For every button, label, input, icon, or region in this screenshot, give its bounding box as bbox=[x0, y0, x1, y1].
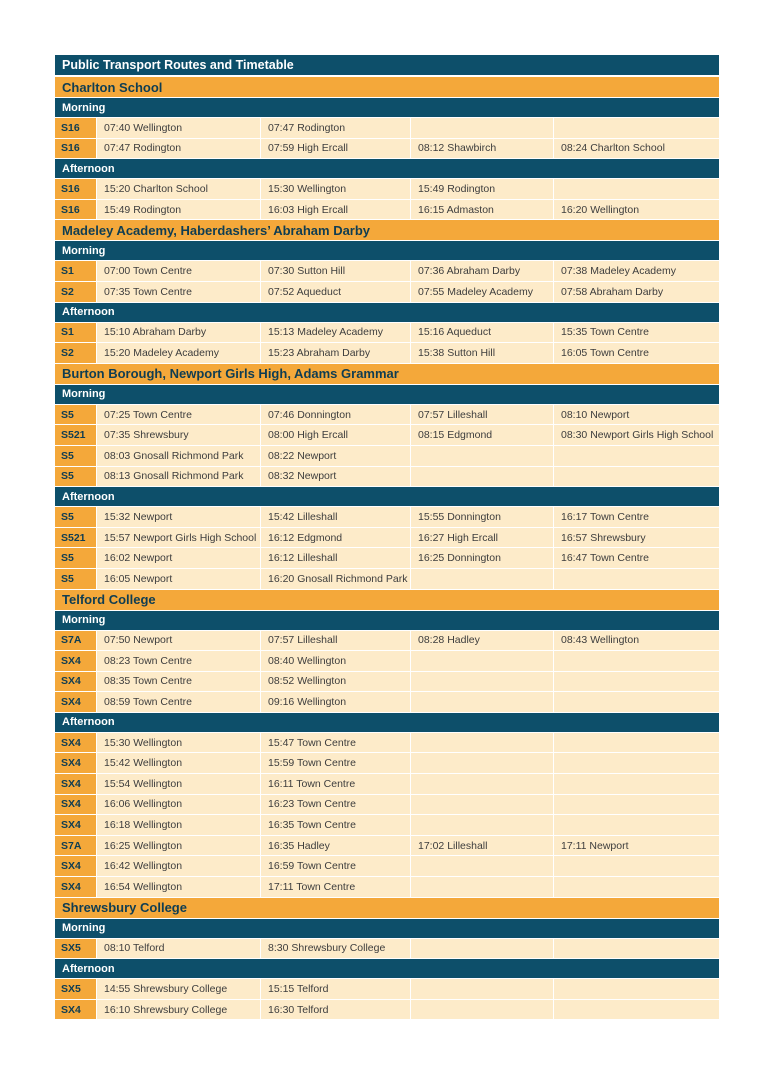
table-row bbox=[55, 118, 719, 139]
stop-time-cell: 15:30 Wellington bbox=[261, 179, 411, 199]
stop-time-cell: 15:20 Madeley Academy bbox=[97, 343, 261, 363]
stop-time-cell bbox=[554, 795, 719, 815]
stop-time-cell: 08:10 Newport bbox=[554, 405, 719, 425]
route-number: SX4 bbox=[55, 1000, 97, 1020]
table-row bbox=[55, 836, 719, 857]
period-header: Afternoon bbox=[55, 959, 719, 979]
table-row bbox=[55, 856, 719, 877]
table-row bbox=[55, 261, 719, 282]
stop-time-cell: 09:16 Wellington bbox=[261, 692, 411, 712]
stop-time-cell: 16:06 Wellington bbox=[97, 795, 261, 815]
table-row bbox=[55, 774, 719, 795]
table-row bbox=[55, 692, 719, 713]
stop-time-cell: 07:47 Rodington bbox=[97, 139, 261, 159]
stop-time-cell: 16:54 Wellington bbox=[97, 877, 261, 897]
table-row bbox=[55, 528, 719, 549]
stop-time-cell bbox=[411, 692, 554, 712]
stop-time-cell: 07:36 Abraham Darby bbox=[411, 261, 554, 281]
stop-time-cell: 15:32 Newport bbox=[97, 507, 261, 527]
stop-time-cell: 07:38 Madeley Academy bbox=[554, 261, 719, 281]
stop-time-cell: 15:55 Donnington bbox=[411, 507, 554, 527]
stop-time-cell bbox=[554, 692, 719, 712]
stop-time-cell: 14:55 Shrewsbury College bbox=[97, 979, 261, 999]
stop-time-cell: 08:10 Telford bbox=[97, 939, 261, 959]
stop-time-cell bbox=[411, 118, 554, 138]
route-number: S5 bbox=[55, 507, 97, 527]
route-number: S1 bbox=[55, 261, 97, 281]
stop-time-cell bbox=[554, 753, 719, 773]
stop-time-cell: 08:03 Gnosall Richmond Park bbox=[97, 446, 261, 466]
stop-time-cell: 08:12 Shawbirch bbox=[411, 139, 554, 159]
table-row bbox=[55, 200, 719, 221]
table-row bbox=[55, 139, 719, 160]
route-number: SX4 bbox=[55, 672, 97, 692]
period-header: Afternoon bbox=[55, 713, 719, 733]
table-row bbox=[55, 651, 719, 672]
stop-time-cell bbox=[411, 979, 554, 999]
stop-time-cell: 17:11 Newport bbox=[554, 836, 719, 856]
route-number: S1 bbox=[55, 323, 97, 343]
period-header: Morning bbox=[55, 611, 719, 631]
stop-time-cell: 16:35 Town Centre bbox=[261, 815, 411, 835]
school-header: Burton Borough, Newport Girls High, Adams Grammar bbox=[55, 364, 719, 385]
stop-time-cell bbox=[411, 795, 554, 815]
stop-time-cell: 07:57 Lilleshall bbox=[261, 631, 411, 651]
table-row bbox=[55, 877, 719, 898]
table-row bbox=[55, 815, 719, 836]
route-number: S521 bbox=[55, 425, 97, 445]
stop-time-cell: 16:20 Wellington bbox=[554, 200, 719, 220]
route-number: SX5 bbox=[55, 939, 97, 959]
table-row bbox=[55, 1000, 719, 1021]
stop-time-cell: 07:25 Town Centre bbox=[97, 405, 261, 425]
route-number: S5 bbox=[55, 467, 97, 487]
stop-time-cell bbox=[554, 569, 719, 589]
table-row bbox=[55, 939, 719, 960]
route-number: S16 bbox=[55, 179, 97, 199]
stop-time-cell: 15:13 Madeley Academy bbox=[261, 323, 411, 343]
stop-time-cell: 07:35 Town Centre bbox=[97, 282, 261, 302]
table-row bbox=[55, 672, 719, 693]
stop-time-cell: 15:42 Lilleshall bbox=[261, 507, 411, 527]
stop-time-cell bbox=[554, 179, 719, 199]
stop-time-cell: 07:57 Lilleshall bbox=[411, 405, 554, 425]
period-header: Afternoon bbox=[55, 487, 719, 507]
stop-time-cell: 15:30 Wellington bbox=[97, 733, 261, 753]
table-row bbox=[55, 343, 719, 364]
stop-time-cell: 07:50 Newport bbox=[97, 631, 261, 651]
stop-time-cell: 07:47 Rodington bbox=[261, 118, 411, 138]
stop-time-cell: 07:46 Donnington bbox=[261, 405, 411, 425]
stop-time-cell: 08:23 Town Centre bbox=[97, 651, 261, 671]
stop-time-cell: 08:22 Newport bbox=[261, 446, 411, 466]
route-number: SX4 bbox=[55, 753, 97, 773]
stop-time-cell bbox=[411, 856, 554, 876]
stop-time-cell bbox=[411, 446, 554, 466]
route-number: S16 bbox=[55, 118, 97, 138]
stop-time-cell: 15:54 Wellington bbox=[97, 774, 261, 794]
table-row bbox=[55, 753, 719, 774]
stop-time-cell bbox=[554, 856, 719, 876]
stop-time-cell bbox=[411, 1000, 554, 1020]
table-row bbox=[55, 979, 719, 1000]
stop-time-cell: 16:12 Lilleshall bbox=[261, 548, 411, 568]
stop-time-cell bbox=[554, 1000, 719, 1020]
route-number: S2 bbox=[55, 282, 97, 302]
stop-time-cell: 08:35 Town Centre bbox=[97, 672, 261, 692]
stop-time-cell bbox=[554, 939, 719, 959]
stop-time-cell bbox=[554, 733, 719, 753]
stop-time-cell: 16:30 Telford bbox=[261, 1000, 411, 1020]
stop-time-cell: 07:52 Aqueduct bbox=[261, 282, 411, 302]
stop-time-cell: 16:11 Town Centre bbox=[261, 774, 411, 794]
table-row bbox=[55, 569, 719, 590]
stop-time-cell: 15:49 Rodington bbox=[411, 179, 554, 199]
table-row bbox=[55, 425, 719, 446]
stop-time-cell bbox=[411, 939, 554, 959]
stop-time-cell: 07:40 Wellington bbox=[97, 118, 261, 138]
route-number: SX4 bbox=[55, 774, 97, 794]
stop-time-cell: 16:20 Gnosall Richmond Park bbox=[261, 569, 411, 589]
school-header: Madeley Academy, Haberdashers’ Abraham Darby bbox=[55, 220, 719, 241]
stop-time-cell: 17:11 Town Centre bbox=[261, 877, 411, 897]
stop-time-cell: 08:52 Wellington bbox=[261, 672, 411, 692]
stop-time-cell: 07:58 Abraham Darby bbox=[554, 282, 719, 302]
stop-time-cell bbox=[554, 979, 719, 999]
stop-time-cell: 08:24 Charlton School bbox=[554, 139, 719, 159]
stop-time-cell: 16:42 Wellington bbox=[97, 856, 261, 876]
route-number: S5 bbox=[55, 405, 97, 425]
stop-time-cell: 08:13 Gnosall Richmond Park bbox=[97, 467, 261, 487]
route-number: SX4 bbox=[55, 856, 97, 876]
period-header: Morning bbox=[55, 98, 719, 118]
route-number: S16 bbox=[55, 200, 97, 220]
table-row bbox=[55, 405, 719, 426]
table-row bbox=[55, 733, 719, 754]
stop-time-cell: 15:15 Telford bbox=[261, 979, 411, 999]
stop-time-cell: 16:17 Town Centre bbox=[554, 507, 719, 527]
stop-time-cell: 08:59 Town Centre bbox=[97, 692, 261, 712]
route-number: SX4 bbox=[55, 795, 97, 815]
stop-time-cell bbox=[554, 815, 719, 835]
route-number: S7A bbox=[55, 631, 97, 651]
stop-time-cell: 16:23 Town Centre bbox=[261, 795, 411, 815]
table-row bbox=[55, 795, 719, 816]
stop-time-cell bbox=[411, 733, 554, 753]
stop-time-cell: 08:43 Wellington bbox=[554, 631, 719, 651]
stop-time-cell bbox=[411, 815, 554, 835]
period-header: Morning bbox=[55, 919, 719, 939]
stop-time-cell: 07:35 Shrewsbury bbox=[97, 425, 261, 445]
stop-time-cell bbox=[554, 672, 719, 692]
stop-time-cell: 16:18 Wellington bbox=[97, 815, 261, 835]
stop-time-cell: 15:42 Wellington bbox=[97, 753, 261, 773]
stop-time-cell: 16:27 High Ercall bbox=[411, 528, 554, 548]
route-number: SX4 bbox=[55, 692, 97, 712]
stop-time-cell: 16:05 Newport bbox=[97, 569, 261, 589]
stop-time-cell bbox=[411, 877, 554, 897]
stop-time-cell bbox=[411, 774, 554, 794]
table-row bbox=[55, 282, 719, 303]
stop-time-cell bbox=[554, 651, 719, 671]
route-number: SX4 bbox=[55, 733, 97, 753]
stop-time-cell: 15:47 Town Centre bbox=[261, 733, 411, 753]
route-number: S5 bbox=[55, 569, 97, 589]
table-row bbox=[55, 467, 719, 488]
stop-time-cell: 08:32 Newport bbox=[261, 467, 411, 487]
school-header: Shrewsbury College bbox=[55, 898, 719, 919]
school-header: Telford College bbox=[55, 590, 719, 611]
stop-time-cell: 16:05 Town Centre bbox=[554, 343, 719, 363]
timetable-title: Public Transport Routes and Timetable bbox=[55, 55, 719, 77]
stop-time-cell bbox=[411, 753, 554, 773]
stop-time-cell: 15:49 Rodington bbox=[97, 200, 261, 220]
table-row bbox=[55, 548, 719, 569]
stop-time-cell: 16:59 Town Centre bbox=[261, 856, 411, 876]
stop-time-cell bbox=[554, 774, 719, 794]
route-number: S7A bbox=[55, 836, 97, 856]
table-row bbox=[55, 507, 719, 528]
stop-time-cell: 16:15 Admaston bbox=[411, 200, 554, 220]
stop-time-cell: 08:28 Hadley bbox=[411, 631, 554, 651]
stop-time-cell: 15:20 Charlton School bbox=[97, 179, 261, 199]
stop-time-cell: 07:59 High Ercall bbox=[261, 139, 411, 159]
stop-time-cell bbox=[554, 877, 719, 897]
stop-time-cell: 16:47 Town Centre bbox=[554, 548, 719, 568]
route-number: SX4 bbox=[55, 651, 97, 671]
stop-time-cell: 08:30 Newport Girls High School bbox=[554, 425, 719, 445]
table-row bbox=[55, 179, 719, 200]
stop-time-cell: 08:15 Edgmond bbox=[411, 425, 554, 445]
stop-time-cell: 08:00 High Ercall bbox=[261, 425, 411, 445]
stop-time-cell: 15:57 Newport Girls High School bbox=[97, 528, 261, 548]
stop-time-cell: 8:30 Shrewsbury College bbox=[261, 939, 411, 959]
stop-time-cell bbox=[411, 467, 554, 487]
period-header: Afternoon bbox=[55, 159, 719, 179]
stop-time-cell: 16:57 Shrewsbury bbox=[554, 528, 719, 548]
stop-time-cell bbox=[411, 569, 554, 589]
stop-time-cell: 07:00 Town Centre bbox=[97, 261, 261, 281]
period-header: Afternoon bbox=[55, 303, 719, 323]
route-number: S16 bbox=[55, 139, 97, 159]
stop-time-cell: 15:10 Abraham Darby bbox=[97, 323, 261, 343]
route-number: SX5 bbox=[55, 979, 97, 999]
stop-time-cell: 16:12 Edgmond bbox=[261, 528, 411, 548]
period-header: Morning bbox=[55, 241, 719, 261]
stop-time-cell bbox=[411, 672, 554, 692]
table-row bbox=[55, 446, 719, 467]
stop-time-cell bbox=[554, 118, 719, 138]
stop-time-cell: 07:30 Sutton Hill bbox=[261, 261, 411, 281]
stop-time-cell: 15:16 Aqueduct bbox=[411, 323, 554, 343]
stop-time-cell: 15:23 Abraham Darby bbox=[261, 343, 411, 363]
route-number: S521 bbox=[55, 528, 97, 548]
stop-time-cell: 15:59 Town Centre bbox=[261, 753, 411, 773]
stop-time-cell: 16:10 Shrewsbury College bbox=[97, 1000, 261, 1020]
period-header: Morning bbox=[55, 385, 719, 405]
stop-time-cell: 16:03 High Ercall bbox=[261, 200, 411, 220]
stop-time-cell: 08:40 Wellington bbox=[261, 651, 411, 671]
table-row bbox=[55, 323, 719, 344]
stop-time-cell: 16:25 Wellington bbox=[97, 836, 261, 856]
route-number: S5 bbox=[55, 548, 97, 568]
stop-time-cell: 16:35 Hadley bbox=[261, 836, 411, 856]
timetable bbox=[55, 55, 719, 1020]
stop-time-cell: 15:35 Town Centre bbox=[554, 323, 719, 343]
stop-time-cell bbox=[411, 651, 554, 671]
route-number: S5 bbox=[55, 446, 97, 466]
table-row bbox=[55, 631, 719, 652]
route-number: S2 bbox=[55, 343, 97, 363]
stop-time-cell bbox=[554, 446, 719, 466]
stop-time-cell: 16:25 Donnington bbox=[411, 548, 554, 568]
stop-time-cell: 16:02 Newport bbox=[97, 548, 261, 568]
stop-time-cell: 15:38 Sutton Hill bbox=[411, 343, 554, 363]
school-header: Charlton School bbox=[55, 77, 719, 98]
stop-time-cell: 07:55 Madeley Academy bbox=[411, 282, 554, 302]
stop-time-cell bbox=[554, 467, 719, 487]
stop-time-cell: 17:02 Lilleshall bbox=[411, 836, 554, 856]
route-number: SX4 bbox=[55, 815, 97, 835]
timetable-sections bbox=[55, 77, 719, 1020]
route-number: SX4 bbox=[55, 877, 97, 897]
